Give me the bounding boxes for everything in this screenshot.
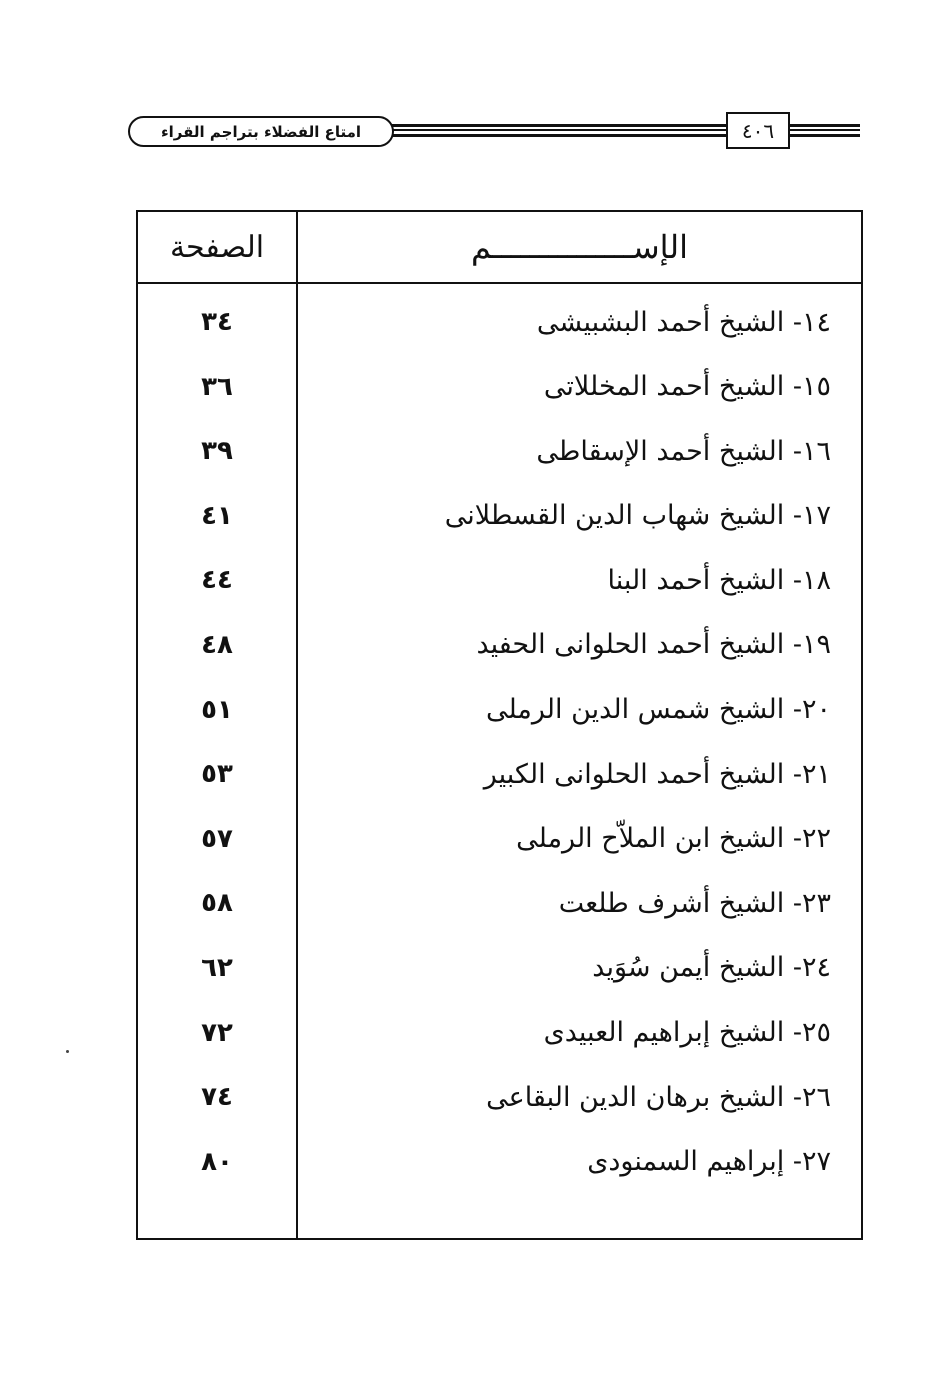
row-name: ١٨- الشيخ أحمد البنا — [607, 564, 831, 596]
table-row — [138, 1130, 861, 1195]
row-page: ٥١ — [201, 694, 233, 725]
row-page: ٤١ — [201, 500, 233, 531]
row-name: ١٥- الشيخ أحمد المخللاتى — [543, 371, 831, 403]
table-row — [138, 936, 861, 1001]
row-name: ٢٣- الشيخ أشرف طلعت — [558, 887, 831, 919]
table-row — [138, 1001, 861, 1066]
row-page: ٧٢ — [201, 1017, 233, 1048]
row-page: ٥٧ — [201, 823, 233, 854]
row-name: ٢٥- الشيخ إبراهيم العبيدى — [543, 1017, 831, 1049]
row-name: ٢٦- الشيخ برهان الدين البقاعى — [486, 1081, 831, 1113]
table-row — [138, 548, 861, 613]
row-name: ٢٠- الشيخ شمس الدين الرملى — [485, 694, 831, 726]
row-page: ٨٠ — [201, 1146, 233, 1177]
row-name: ٢٤- الشيخ أيمن سُوَيد — [592, 952, 831, 984]
table-row — [138, 355, 861, 420]
row-name: ١٤- الشيخ أحمد البشبيشى — [536, 306, 831, 338]
table-row — [138, 484, 861, 549]
header-divider — [138, 282, 861, 284]
row-page: ٥٣ — [201, 759, 233, 790]
row-name: ٢٢- الشيخ ابن الملاّح الرملى — [516, 823, 831, 855]
row-name: ٢٧- إبراهيم السمنودى — [587, 1146, 831, 1178]
header-rule-right — [790, 124, 860, 137]
index-table — [136, 210, 863, 1240]
row-page: ٣٩ — [201, 436, 233, 467]
running-header — [128, 112, 860, 152]
table-row — [138, 678, 861, 743]
row-name: ١٦- الشيخ أحمد الإسقاطى — [536, 435, 831, 467]
table-rows — [138, 290, 861, 1194]
row-page: ٤٤ — [201, 565, 233, 596]
table-row — [138, 871, 861, 936]
row-page: ٤٨ — [201, 629, 233, 660]
row-name: ١٩- الشيخ أحمد الحلوانى الحفيد — [476, 629, 831, 661]
table-row — [138, 742, 861, 807]
table-row — [138, 419, 861, 484]
row-name: ١٧- الشيخ شهاب الدين القسطلانى — [444, 500, 831, 532]
column-header-page: الصفحة — [169, 229, 265, 265]
book-title: امتاع الفضلاء بتراجم القراء — [128, 116, 394, 147]
row-page: ٧٤ — [201, 1082, 233, 1113]
page-number: ٤٠٦ — [726, 112, 790, 149]
table-row — [138, 613, 861, 678]
row-page: ٥٨ — [201, 888, 233, 919]
row-page: ٣٦ — [201, 371, 233, 402]
row-page: ٦٢ — [201, 952, 233, 983]
table-row — [138, 807, 861, 872]
row-page: ٣٤ — [201, 307, 233, 337]
column-header-name: الإســـــــــــــــم — [470, 228, 689, 266]
header-rule-left — [390, 124, 726, 137]
scan-speck — [66, 1050, 69, 1053]
table-row — [138, 290, 861, 355]
row-name: ٢١- الشيخ أحمد الحلوانى الكبير — [483, 758, 831, 790]
table-row — [138, 1065, 861, 1130]
